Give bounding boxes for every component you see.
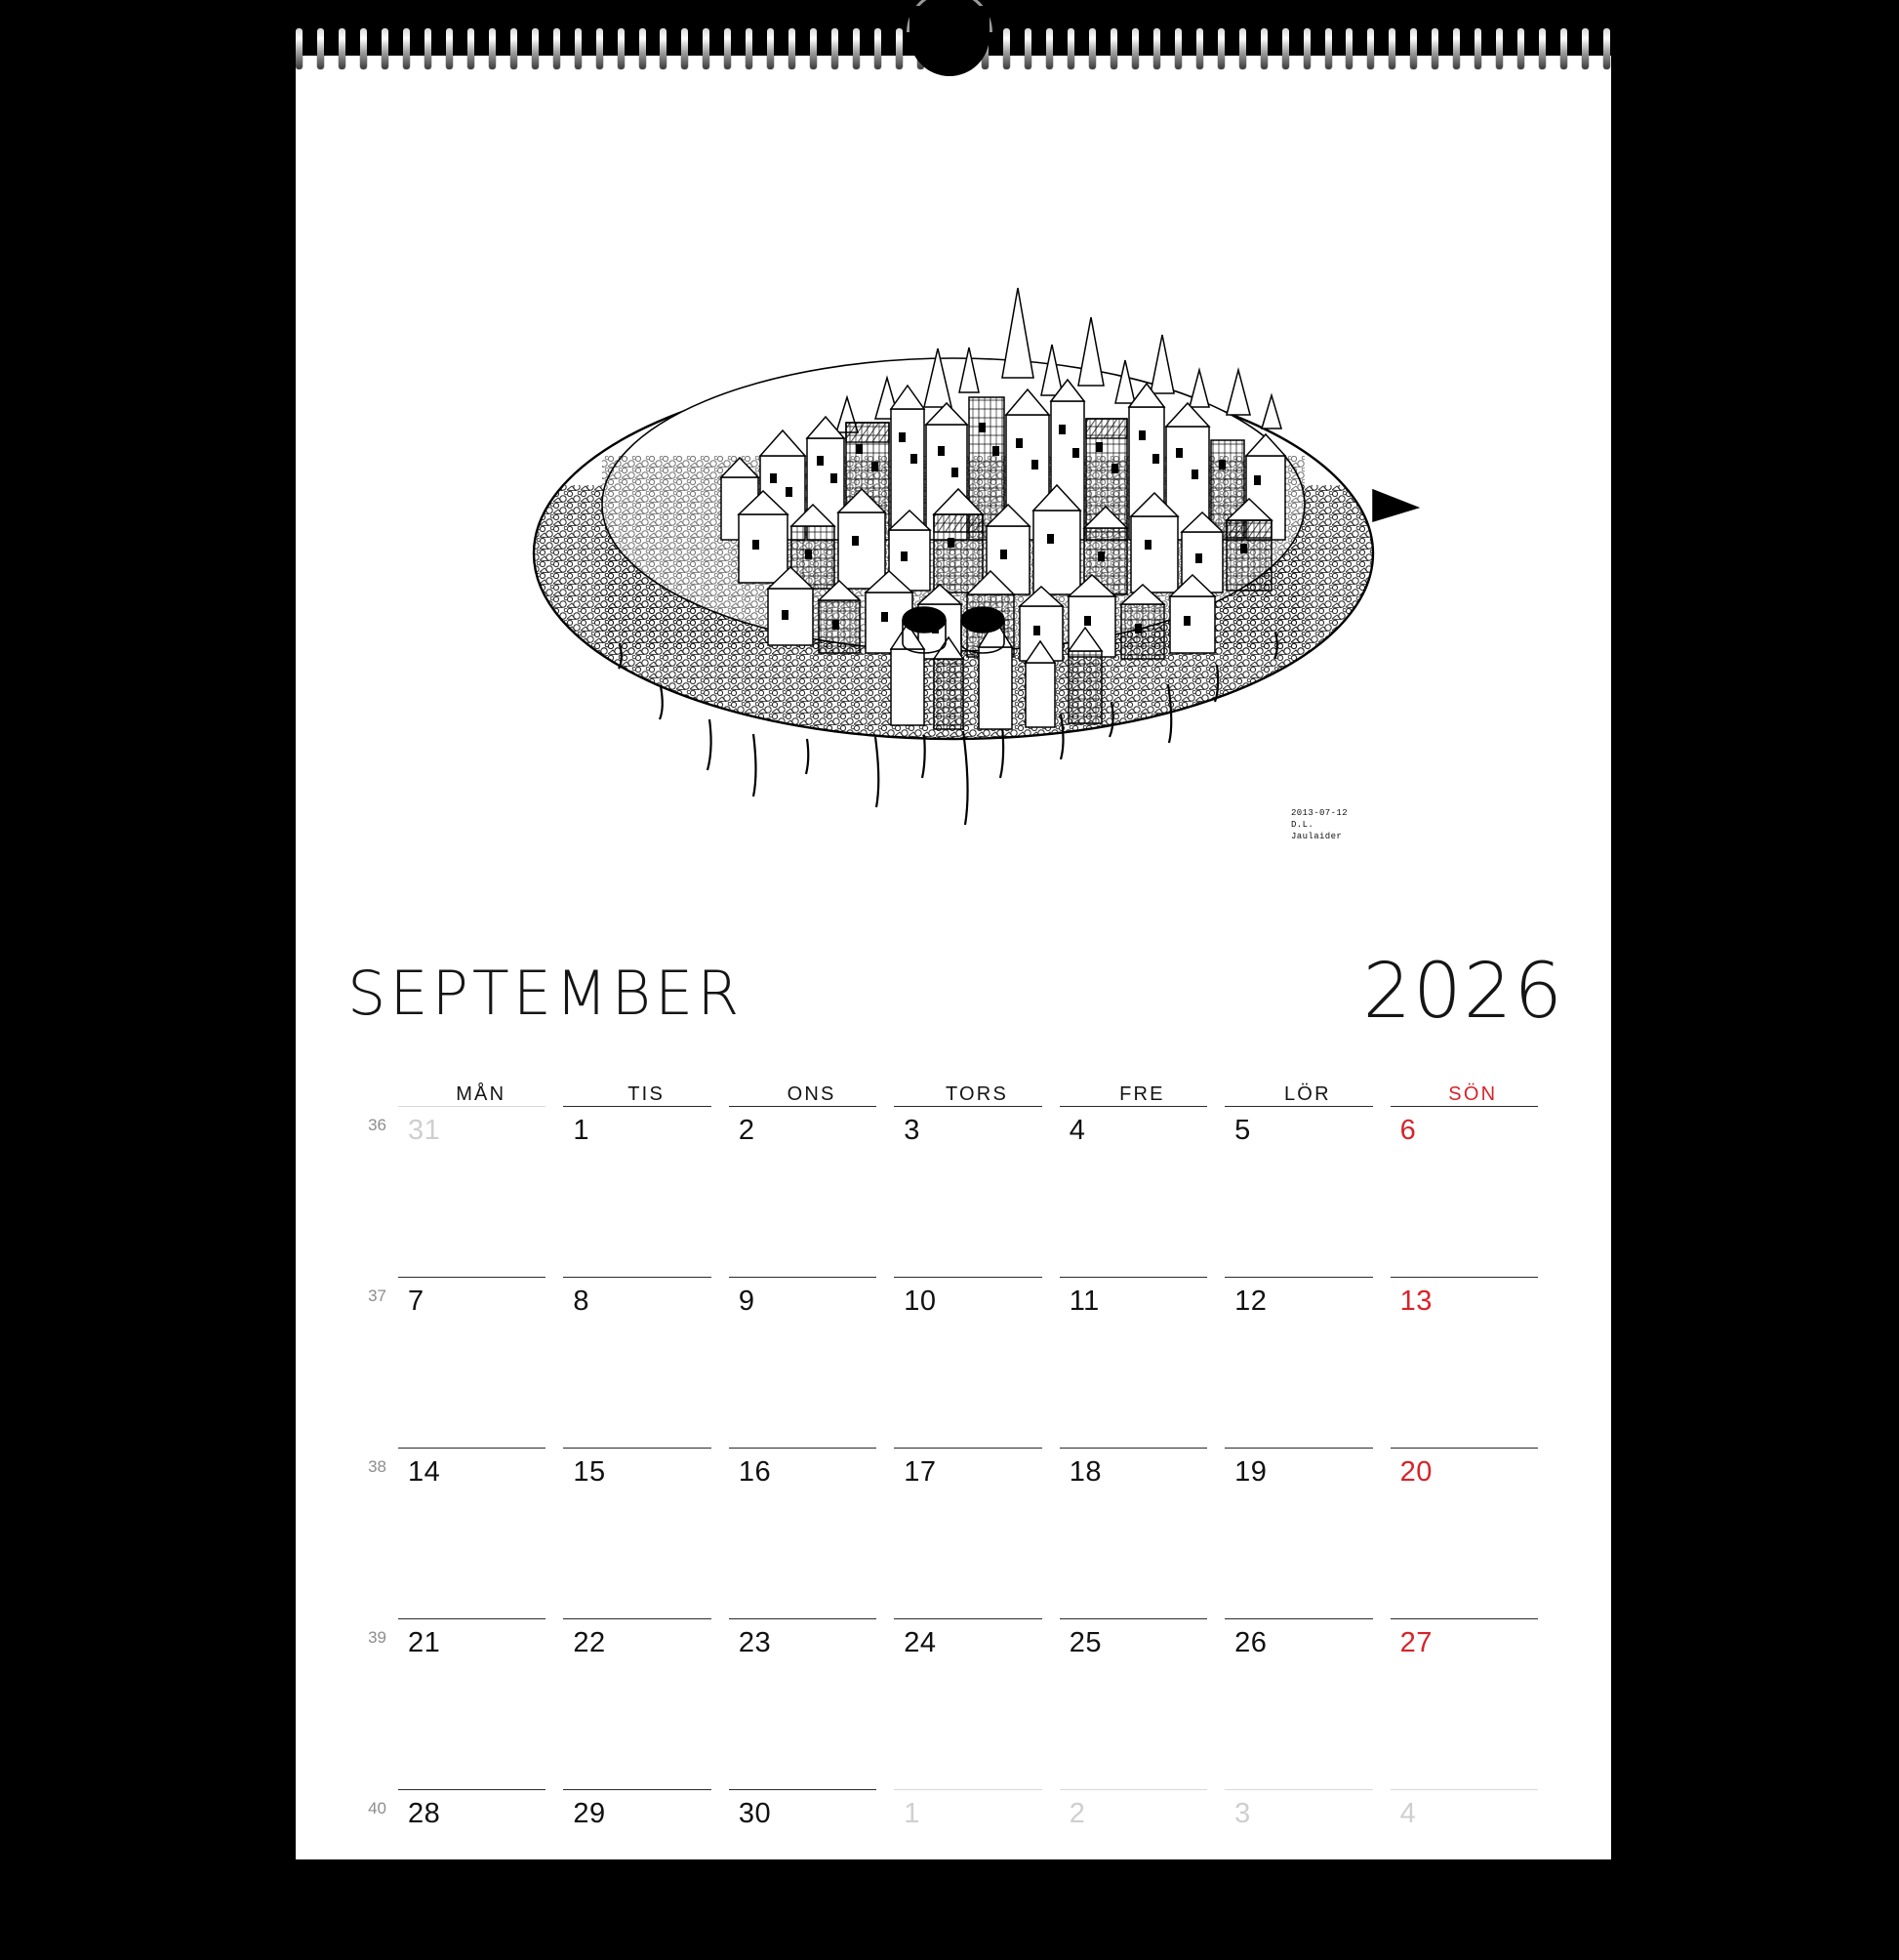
day-cell[interactable] bbox=[1225, 1618, 1372, 1789]
artwork-signature bbox=[1291, 807, 1348, 842]
day-number: 11 bbox=[1069, 1286, 1100, 1317]
month-title: SEPTEMBER bbox=[347, 958, 744, 1029]
day-cell[interactable] bbox=[894, 1277, 1041, 1448]
spiral-coil bbox=[1603, 28, 1610, 69]
day-cell[interactable] bbox=[894, 1106, 1041, 1277]
day-cell[interactable] bbox=[729, 1106, 876, 1277]
spiral-coil bbox=[810, 28, 817, 69]
day-number: 16 bbox=[738, 1456, 772, 1488]
weekday-header-wed: ONS bbox=[787, 1083, 836, 1105]
calendar-week-row bbox=[347, 1277, 1556, 1448]
day-number: 23 bbox=[738, 1627, 772, 1658]
spiral-coil bbox=[596, 28, 603, 69]
spiral-coil bbox=[1025, 28, 1031, 69]
day-cell[interactable] bbox=[894, 1789, 1041, 1960]
spiral-coil bbox=[1068, 28, 1074, 69]
spiral-coil bbox=[853, 28, 860, 69]
day-number: 7 bbox=[408, 1286, 424, 1317]
weekday-header-tue: TIS bbox=[627, 1083, 665, 1105]
day-cell[interactable] bbox=[1391, 1106, 1538, 1277]
day-number: 28 bbox=[408, 1798, 441, 1829]
day-cell[interactable] bbox=[398, 1618, 545, 1789]
day-number: 24 bbox=[904, 1627, 937, 1658]
spiral-coil bbox=[681, 28, 688, 69]
spiral-coil bbox=[1346, 28, 1353, 69]
day-cell[interactable] bbox=[563, 1789, 710, 1960]
spiral-coil bbox=[1175, 28, 1182, 69]
spiral-coil bbox=[660, 28, 667, 69]
spiral-coil bbox=[403, 28, 410, 69]
spiral-coil bbox=[296, 28, 303, 69]
day-cell[interactable] bbox=[1060, 1618, 1207, 1789]
spiral-coil bbox=[874, 28, 881, 69]
weekday-header-sat: LÖR bbox=[1283, 1083, 1331, 1105]
calendar-week-row bbox=[347, 1789, 1556, 1960]
spiral-coil bbox=[1539, 28, 1546, 69]
spiral-coil bbox=[618, 28, 625, 69]
calendar-week-row bbox=[347, 1106, 1556, 1277]
day-cell[interactable] bbox=[1391, 1789, 1538, 1960]
signature-name: Jaulaider bbox=[1291, 832, 1343, 842]
spiral-coil bbox=[382, 28, 388, 69]
weekday-header-row bbox=[347, 1061, 1556, 1106]
spiral-coil bbox=[1304, 28, 1311, 69]
spiral-coil bbox=[532, 28, 539, 69]
day-cell[interactable] bbox=[563, 1448, 710, 1618]
day-cell[interactable] bbox=[1225, 1448, 1372, 1618]
day-cell[interactable] bbox=[894, 1618, 1041, 1789]
day-number: 12 bbox=[1234, 1286, 1268, 1317]
day-cell[interactable] bbox=[398, 1789, 545, 1960]
day-number: 18 bbox=[1069, 1456, 1102, 1488]
day-cell[interactable] bbox=[1060, 1277, 1207, 1448]
day-number: 20 bbox=[1399, 1456, 1433, 1488]
day-number: 22 bbox=[573, 1627, 606, 1658]
day-number: 19 bbox=[1234, 1456, 1268, 1488]
spiral-coil bbox=[703, 28, 709, 69]
spiral-coil bbox=[1046, 28, 1053, 69]
day-number: 30 bbox=[738, 1798, 772, 1829]
floating-island-city-ink-drawing bbox=[417, 163, 1490, 846]
day-cell[interactable] bbox=[729, 1618, 876, 1789]
day-number: 6 bbox=[1399, 1115, 1417, 1146]
week-number: 39 bbox=[368, 1628, 386, 1647]
day-cell[interactable] bbox=[1060, 1106, 1207, 1277]
spiral-coil bbox=[1132, 28, 1139, 69]
spiral-coil bbox=[1453, 28, 1460, 69]
day-cell[interactable] bbox=[729, 1277, 876, 1448]
day-cell[interactable] bbox=[1391, 1618, 1538, 1789]
day-cell[interactable] bbox=[1060, 1789, 1207, 1960]
day-number: 3 bbox=[904, 1115, 920, 1146]
day-number: 21 bbox=[408, 1627, 441, 1658]
spiral-coil bbox=[639, 28, 646, 69]
spiral-coil bbox=[1239, 28, 1246, 69]
day-number: 15 bbox=[573, 1456, 606, 1488]
signature-date: 2013-07-12 bbox=[1291, 808, 1349, 818]
spiral-coil bbox=[1261, 28, 1268, 69]
artwork-panel bbox=[296, 163, 1611, 944]
week-number: 37 bbox=[368, 1286, 386, 1305]
spiral-coil bbox=[1432, 28, 1438, 69]
day-number: 25 bbox=[1069, 1627, 1102, 1658]
spiral-coil bbox=[1282, 28, 1289, 69]
day-number: 27 bbox=[1399, 1627, 1433, 1658]
day-number: 5 bbox=[1234, 1115, 1251, 1146]
week-number: 40 bbox=[368, 1799, 386, 1817]
calendar-page bbox=[296, 56, 1611, 1859]
spiral-coil bbox=[489, 28, 496, 69]
spiral-coil bbox=[339, 28, 345, 69]
day-number: 4 bbox=[1069, 1115, 1086, 1146]
spiral-coil bbox=[1111, 28, 1117, 69]
day-cell[interactable] bbox=[563, 1106, 710, 1277]
day-cell[interactable] bbox=[398, 1106, 545, 1277]
day-cell[interactable] bbox=[1225, 1277, 1372, 1448]
calendar-week-row bbox=[347, 1448, 1556, 1618]
weekday-header-mon: MÅN bbox=[456, 1083, 506, 1105]
week-number: 36 bbox=[368, 1116, 386, 1134]
day-cell[interactable] bbox=[1225, 1789, 1372, 1960]
day-cell[interactable] bbox=[894, 1448, 1041, 1618]
day-cell[interactable] bbox=[398, 1277, 545, 1448]
spiral-coil bbox=[446, 28, 453, 69]
day-cell[interactable] bbox=[398, 1448, 545, 1618]
day-number: 3 bbox=[1234, 1798, 1251, 1829]
day-number: 29 bbox=[573, 1798, 606, 1829]
spiral-coil bbox=[767, 28, 774, 69]
day-number: 4 bbox=[1399, 1798, 1417, 1829]
spiral-coil bbox=[467, 28, 474, 69]
day-cell[interactable] bbox=[1060, 1448, 1207, 1618]
spiral-coil bbox=[746, 28, 752, 69]
day-number: 1 bbox=[904, 1798, 920, 1829]
spiral-coil bbox=[1410, 28, 1417, 69]
spiral-coil bbox=[1475, 28, 1481, 69]
day-number: 2 bbox=[738, 1115, 755, 1146]
spiral-coil bbox=[1218, 28, 1225, 69]
calendar-week-row bbox=[347, 1618, 1556, 1789]
day-number: 14 bbox=[408, 1456, 441, 1488]
day-number: 10 bbox=[904, 1286, 937, 1317]
day-number: 9 bbox=[738, 1286, 755, 1317]
calendar-grid bbox=[347, 1061, 1556, 1960]
day-cell[interactable] bbox=[563, 1277, 710, 1448]
weekday-header-thu: TORS bbox=[945, 1083, 1008, 1105]
year-title: 2026 bbox=[1362, 948, 1564, 1036]
spiral-coil bbox=[831, 28, 838, 69]
day-number: 17 bbox=[904, 1456, 937, 1488]
spiral-coil bbox=[1582, 28, 1589, 69]
spiral-coil bbox=[553, 28, 560, 69]
signature-initials: D.L. bbox=[1291, 820, 1314, 831]
weekday-header-fri: FRE bbox=[1119, 1083, 1165, 1105]
spiral-coil bbox=[1367, 28, 1374, 69]
spiral-coil bbox=[510, 28, 517, 69]
day-cell[interactable] bbox=[729, 1789, 876, 1960]
day-number: 2 bbox=[1069, 1798, 1086, 1829]
spiral-coil bbox=[1325, 28, 1332, 69]
spiral-coil bbox=[1089, 28, 1096, 69]
spiral-coil bbox=[724, 28, 731, 69]
spiral-coil bbox=[575, 28, 582, 69]
day-cell[interactable] bbox=[1391, 1277, 1538, 1448]
spiral-coil bbox=[1517, 28, 1524, 69]
weekday-header-sun: SÖN bbox=[1448, 1083, 1498, 1105]
spiral-coil bbox=[896, 28, 903, 69]
spiral-coil bbox=[317, 28, 324, 69]
day-number: 26 bbox=[1234, 1627, 1268, 1658]
calendar-weeks bbox=[347, 1106, 1556, 1960]
day-cell[interactable] bbox=[1225, 1106, 1372, 1277]
spiral-coil bbox=[1196, 28, 1203, 69]
day-cell[interactable] bbox=[563, 1618, 710, 1789]
day-number: 31 bbox=[408, 1115, 441, 1146]
day-number: 1 bbox=[573, 1115, 590, 1146]
spiral-coil bbox=[1496, 28, 1503, 69]
week-number: 38 bbox=[368, 1457, 386, 1476]
spiral-coil bbox=[360, 28, 367, 69]
day-cell[interactable] bbox=[729, 1448, 876, 1618]
spiral-coil bbox=[1003, 28, 1010, 69]
spiral-coil bbox=[1560, 28, 1567, 69]
spiral-coil bbox=[424, 28, 431, 69]
spiral-coil bbox=[788, 28, 795, 69]
spiral-coil bbox=[1153, 28, 1160, 69]
spiral-coil bbox=[1389, 28, 1395, 69]
day-number: 8 bbox=[573, 1286, 590, 1317]
day-cell[interactable] bbox=[1391, 1448, 1538, 1618]
day-number: 13 bbox=[1399, 1286, 1433, 1317]
